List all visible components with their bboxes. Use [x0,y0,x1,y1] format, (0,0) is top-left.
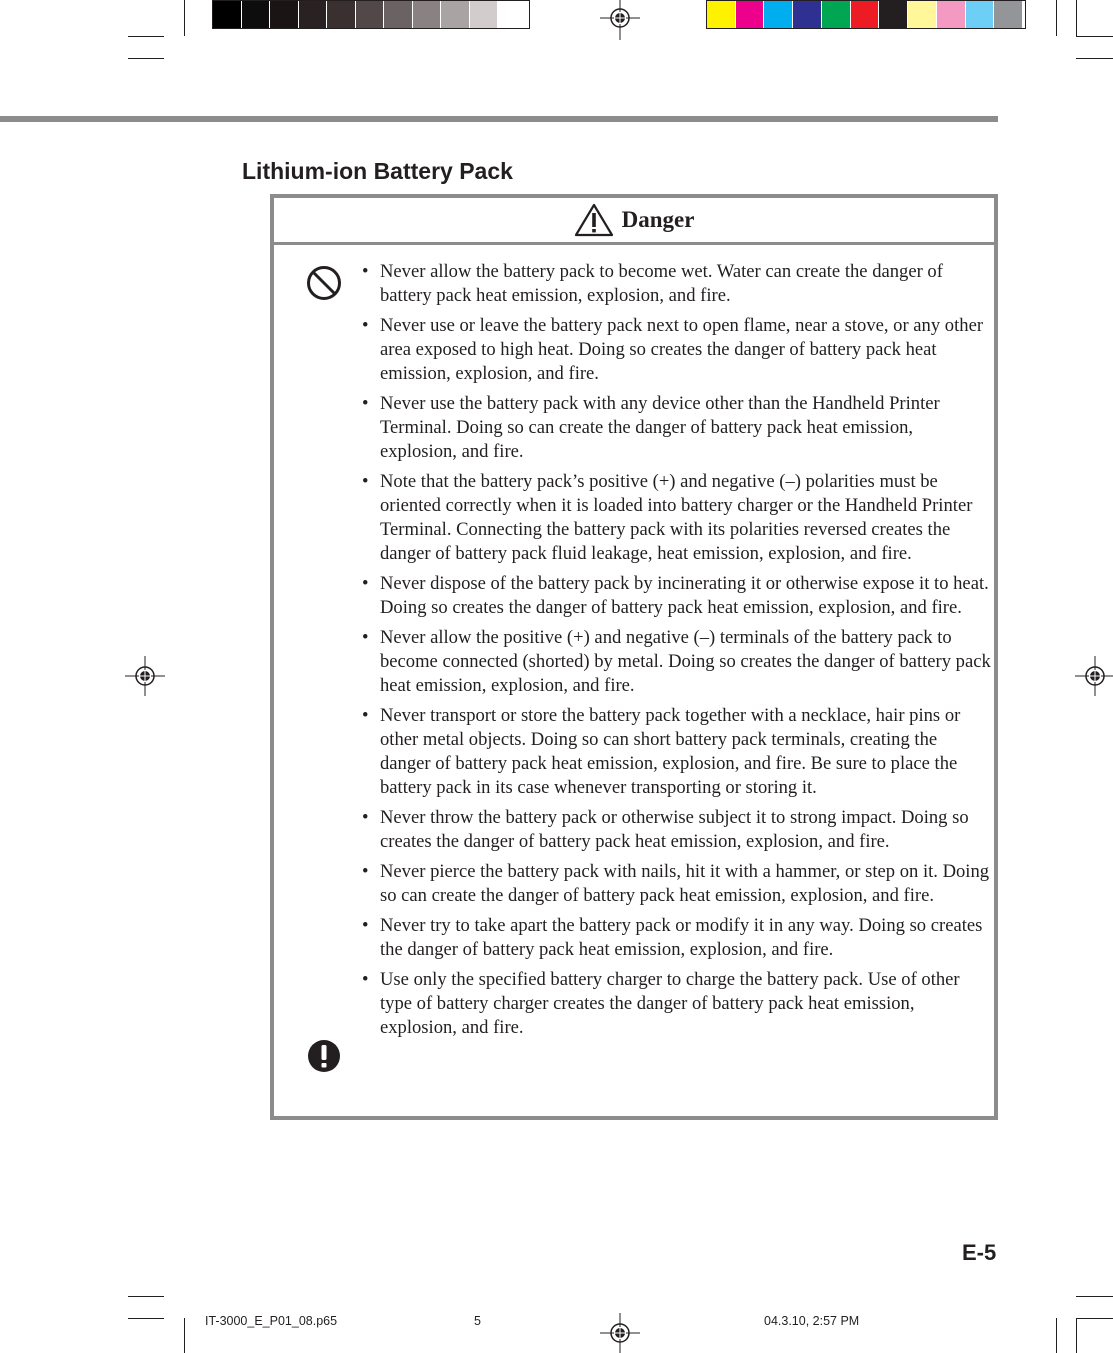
color-swatch [851,1,879,28]
bullet: • [362,261,369,282]
page-number: E-5 [962,1240,997,1265]
bullet: • [362,573,369,594]
bullet: • [362,471,369,492]
bullet: • [362,627,369,648]
danger-label: Danger [621,207,695,232]
bullet: • [362,705,369,726]
color-swatch [937,1,965,28]
list-item-text: Never transport or store the battery pack together with a necklace, hair pins or other metal objects. Doing so can short battery pack terminals, creating the danger of battery pack heat emission, explosion, and fire. Be sure to place the battery pack in its case whenever transporting or storing it. [380,705,961,798]
gray-color-bar [212,0,530,29]
color-swatch [470,1,498,28]
list-item-text: Never use the battery pack with any device other than the Handheld Printer Terminal. Doing so can create the danger of battery pack heat emission, explosion, and fire. [380,393,940,462]
footer-page: 5 [474,1314,481,1328]
list-item [362,914,992,962]
color-swatch [793,1,821,28]
list-item [362,572,992,620]
list-item-text: Never dispose of the battery pack by incinerating it or otherwise expose it to heat. Doing so creates the danger of battery pack heat emission, explosion, and fire. [380,573,989,618]
danger-box [270,194,998,1120]
color-swatch [879,1,907,28]
color-swatch [356,1,384,28]
list-item-text: Never throw the battery pack or otherwise subject it to strong impact. Doing so creates the danger of battery pack heat emission, explosion, and fire. [380,807,969,852]
color-swatch [822,1,850,28]
danger-list [362,260,992,1046]
color-swatch [299,1,327,28]
list-item-text: Never try to take apart the battery pack or modify it in any way. Doing so creates the danger of battery pack heat emission, explosion, and fire. [380,915,983,960]
list-item [362,314,992,386]
list-item [362,626,992,698]
color-swatch [908,1,936,28]
color-swatch [213,1,241,28]
registration-mark-bottom [600,1313,640,1353]
prohibited-icon [306,265,342,301]
bullet: • [362,393,369,414]
bullet: • [362,861,369,882]
bullet: • [362,915,369,936]
list-item-text: Never allow the positive (+) and negative (–) terminals of the battery pack to become connected (shorted) by metal. Doing so creates the danger of battery pack heat emission, explosion, and fire. [380,627,991,696]
bullet: • [362,969,369,990]
warning-triangle-icon [574,203,614,237]
color-swatch [270,1,298,28]
color-swatch [736,1,764,28]
color-swatch [498,1,526,28]
color-swatch [966,1,994,28]
header-rule [0,116,998,122]
list-item [362,260,992,308]
list-item-text: Never use or leave the battery pack next to open flame, near a stove, or any other area exposed to high heat. Doing so creates the danger of battery pack heat emission, explosion, and fire. [380,315,984,384]
list-item [362,968,992,1040]
color-swatch [242,1,270,28]
bullet: • [362,315,369,336]
list-item [362,806,992,854]
section-title: Lithium-ion Battery Pack [242,158,513,184]
color-swatch [327,1,355,28]
list-item [362,392,992,464]
color-swatch [384,1,412,28]
footer-file: IT-3000_E_P01_08.p65 [205,1314,338,1328]
color-swatch [994,1,1022,28]
list-item-text: Never allow the battery pack to become wet. Water can create the danger of battery pack heat emission, explosion, and fire. [380,261,943,306]
color-swatch [707,1,735,28]
bullet: • [362,807,369,828]
list-item [362,704,992,800]
process-color-bar [706,0,1026,29]
registration-mark-right [1075,656,1113,696]
danger-header [274,198,994,245]
footer-timestamp: 04.3.10, 2:57 PM [764,1314,860,1328]
list-item [362,470,992,566]
exclamation-icon [307,1039,341,1073]
registration-mark-top [600,0,640,40]
list-item-text: Never pierce the battery pack with nails, hit it with a hammer, or step on it. Doing so can create the danger of battery pack heat emission, explosion, and fire. [380,861,990,906]
color-swatch [764,1,792,28]
registration-mark-left [125,656,165,696]
color-swatch [441,1,469,28]
list-item-text: Use only the specified battery charger to charge the battery pack. Use of other type of battery charger creates the danger of battery pack heat emission, explosion, and fire. [380,969,960,1038]
list-item [362,860,992,908]
list-item-text: Note that the battery pack’s positive (+) and negative (–) polarities must be oriented correctly when it is loaded into battery charger or the Handheld Printer Terminal. Connecting the battery pack with its polarities reversed creates the danger of battery pack fluid leakage, heat emission, explosion, and fire. [380,471,973,564]
color-swatch [413,1,441,28]
